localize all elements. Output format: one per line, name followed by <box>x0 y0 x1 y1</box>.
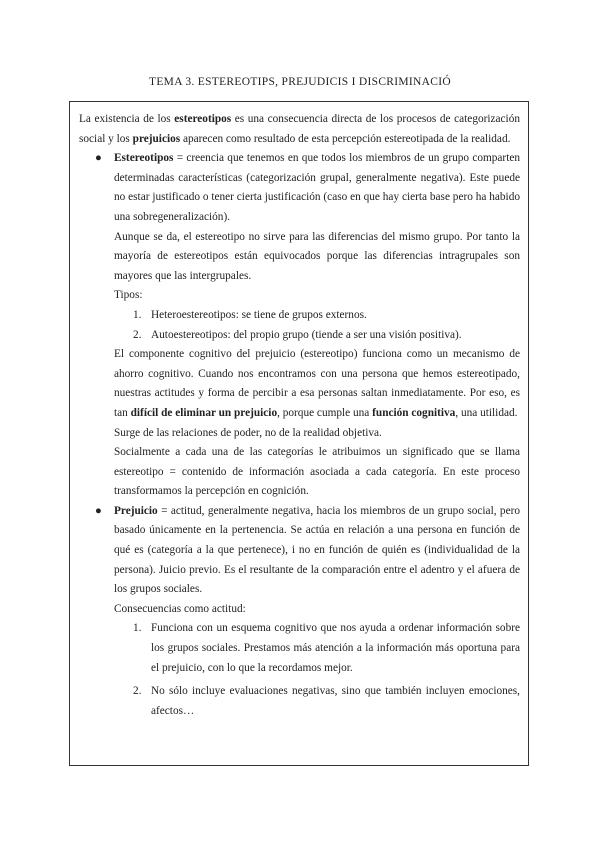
term-estereotipos: estereotipos <box>174 113 232 125</box>
list-item: 1. Funciona con un esquema cognitivo que nos ayuda a ordenar información sobre los grupos sociales. Prestamos más atención a la información más oportuna para el prejuicio, con lo que la recordamos mejor. <box>133 622 520 674</box>
list-item: 2. Autoestereotipos: del propio grupo (tiende a ser una visión positiva). <box>133 328 462 341</box>
bullet-dot-icon: ● <box>95 152 102 165</box>
bullet-estereotipos: ● Estereotipos = creencia que tenemos en que todos los miembros de un grupo comparten determinadas características (categorización grupal, generalmente negativa). Este puede no estar justificado o tener cierta justificación (caso en que hay cierta base pero ha habido una sobregeneralización). <box>79 149 520 227</box>
types-label: Tipos: <box>114 289 143 302</box>
paragraph: Surge de las relaciones de poder, no de la realidad objetiva. <box>114 426 382 439</box>
bullet-dot-icon: ● <box>95 504 102 517</box>
content-box <box>69 101 529 766</box>
bullet-term: Prejuicio <box>114 504 158 517</box>
intro-paragraph: La existencia de los estereotipos es una consecuencia directa de los procesos de categorización social y los prejuicios aparecen como resultado de esta percepción estereotipada de la realidad. <box>79 113 520 145</box>
paragraph: Aunque se da, el estereotipo no sirve para las diferencias del mismo grupo. Por tanto la mayoría de estereotipos están equivocados porque las diferencias intragrupales son mayores que las intergrupales. <box>114 230 520 282</box>
paragraph: Socialmente a cada una de las categorías le atribuimos un significado que se llama estereotipo = contenido de información asociada a cada categoría. En este proceso transformamos la percepción en cognición. <box>114 446 520 498</box>
term-prejuicios: prejuicios <box>132 132 181 145</box>
consequences-label: Consecuencias como actitud: <box>114 602 246 615</box>
paragraph: El componente cognitivo del prejuicio (estereotipo) funciona como un mecanismo de ahorro cognitivo. Cuando nos encontramos con una persona que hemos estereotipado, nuestras actitudes y forma de percibir a esa personas saltan inmediatamente. Por eso, es tan difícil de eliminar un prejuicio, porque cumple una función cognitiva, una utilidad. <box>114 348 520 419</box>
page-title: TEMA 3. ESTEREOTIPS, PREJUDICIS I DISCRIMINACIÓ <box>149 76 451 88</box>
bullet-prejuicio: ● Prejuicio = actitud, generalmente negativa, hacia los miembros de un grupo social, pero basado únicamente en la pertenencia. Se actúa en relación a una persona en función de qué es (categoría a la que pertenece), i no en función de quién es (individualidad de la persona). Juicio previo. Es el resultante de la comparación entre el adentro y el afuera de los grupos sociales. <box>79 502 520 600</box>
list-item: 2. No sólo incluye evaluaciones negativas, sino que también incluyen emociones, afectos… <box>133 685 520 717</box>
list-item: 1. Heteroestereotipos: se tiene de grupos externos. <box>133 308 367 321</box>
bullet-term: Estereotipos <box>114 152 174 165</box>
